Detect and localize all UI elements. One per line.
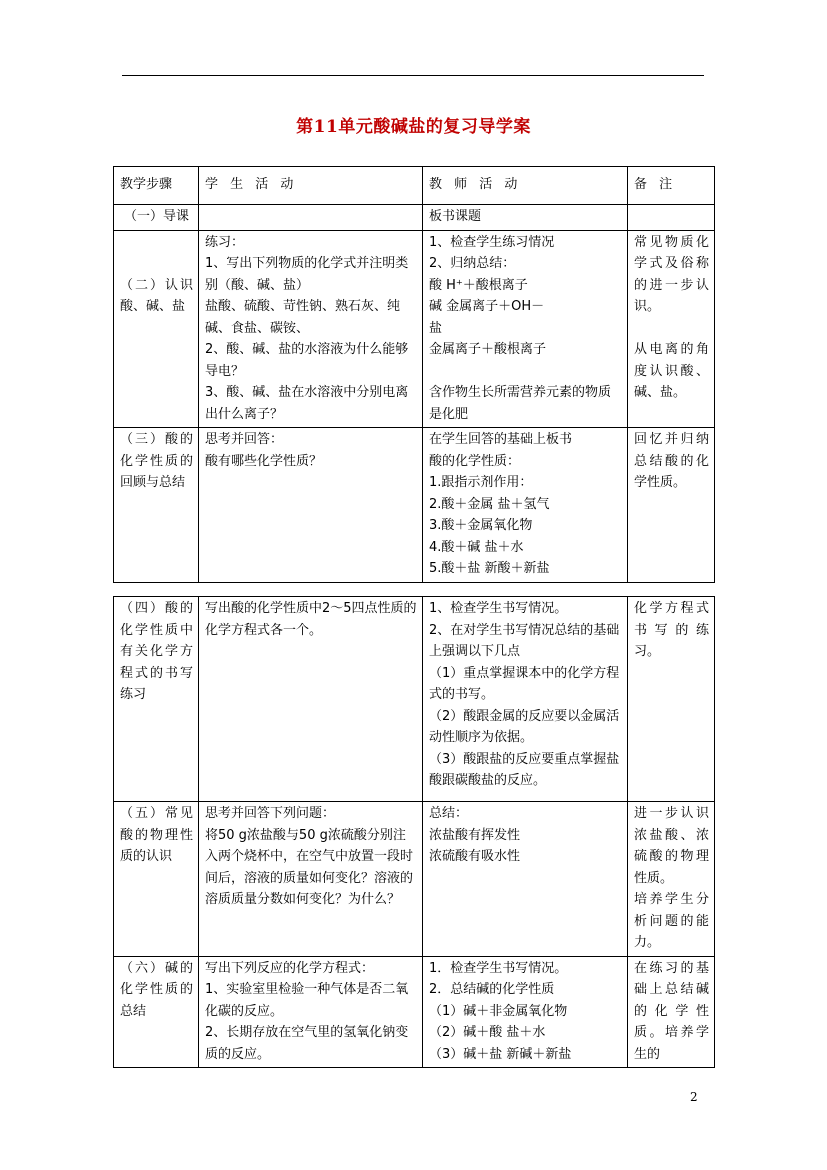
note-cell (628, 205, 715, 231)
step-cell: （六）碱的化学性质的总结 (114, 956, 199, 1068)
teacher-cell: 板书课题 (423, 205, 628, 231)
student-cell (199, 205, 423, 231)
teacher-cell: 总结： 浓盐酸有挥发性 浓硫酸有吸水性 (423, 802, 628, 957)
teacher-cell: 1、检查学生书写情况。 2、在对学生书写情况总结的基础上强调以下几点 （1）重点掌握课本中的化学方程式的书写。 （2）酸跟金属的反应要以金属活动性顺序为依据。 （3）酸跟盐的反应要重点掌握盐酸跟碳酸盐的反应。 (423, 597, 628, 802)
header-rule (122, 75, 704, 76)
student-cell: 写出下列反应的化学方程式： 1、实验室里检验一种气体是否二氧化碳的反应。 2、长期存放在空气里的氢氧化钠变质的反应。 (199, 956, 423, 1068)
teacher-cell: 1．检查学生书写情况。 2．总结碱的化学性质 （1）碱＋非金属氧化物 （2）碱＋酸 盐＋水 （3）碱＋盐 新碱＋新盐 (423, 956, 628, 1068)
table-header-row (114, 167, 715, 205)
student-cell: 思考并回答下列问题： 将50 g浓盐酸与50 g浓硫酸分别注入两个烧杯中，在空气中放置一段时间后，溶液的质量如何变化？溶液的溶质质量分数如何变化？为什么？ (199, 802, 423, 957)
teacher-cell: 在学生回答的基础上板书 酸的化学性质： 1.跟指示剂作用： 2.酸＋金属 盐＋氢气 3.酸＋金属氧化物 4.酸＋碱 盐＋水 5.酸＋盐 新酸＋新盐 (423, 428, 628, 583)
table-row (114, 205, 715, 231)
header-note: 备 注 (628, 167, 715, 205)
student-cell: 写出酸的化学性质中2～5四点性质的化学方程式各一个。 (199, 597, 423, 802)
note-cell: 化学方程式书写的练习。 (628, 597, 715, 802)
table-row (114, 428, 715, 583)
note-cell: 回忆并归纳总结酸的化学性质。 (628, 428, 715, 583)
table-row (114, 956, 715, 1068)
lesson-table-part-1 (113, 166, 715, 583)
header-teacher: 教 师 活 动 (423, 167, 628, 205)
note-cell: 常见物质化学式及俗称的进一步认识。 从电离的角度认识酸、碱、盐。 (628, 230, 715, 428)
step-cell: （五）常见酸的物理性质的认识 (114, 802, 199, 957)
student-cell: 练习： 1、写出下列物质的化学式并注明类别（酸、碱、盐） 盐酸、硫酸、苛性钠、熟石灰、纯碱、食盐、碳铵、 2、酸、碱、盐的水溶液为什么能够导电？ 3、酸、碱、盐在水溶液中分别电离出什么离子？ (199, 230, 423, 428)
teacher-cell: 1、检查学生练习情况 2、归纳总结： 酸 H⁺＋酸根离子 碱 金属离子＋OH－ 盐 金属离子＋酸根离子 含作物生长所需营养元素的物质是化肥 (423, 230, 628, 428)
step-cell: （一）导课 (114, 205, 199, 231)
lesson-table-part-2 (113, 596, 715, 1068)
table-row (114, 230, 715, 428)
note-cell: 进一步认识浓盐酸、浓硫酸的物理性质。 培养学生分析问题的能力。 (628, 802, 715, 957)
table-row (114, 597, 715, 802)
table-row (114, 802, 715, 957)
header-student: 学 生 活 动 (199, 167, 423, 205)
note-cell: 在练习的基础上总结碱的化学性质。培养学生的 (628, 956, 715, 1068)
header-step: 教学步骤 (114, 167, 199, 205)
page-number: 2 (690, 1090, 698, 1104)
step-cell: （四）酸的化学性质中有关化学方程式的书写练习 (114, 597, 199, 802)
document-title: 第11单元酸碱盐的复习导学案 (296, 117, 531, 137)
step-cell: （三）酸的化学性质的回顾与总结 (114, 428, 199, 583)
student-cell: 思考并回答： 酸有哪些化学性质？ (199, 428, 423, 583)
step-cell: （二）认识酸、碱、盐 (114, 230, 199, 428)
